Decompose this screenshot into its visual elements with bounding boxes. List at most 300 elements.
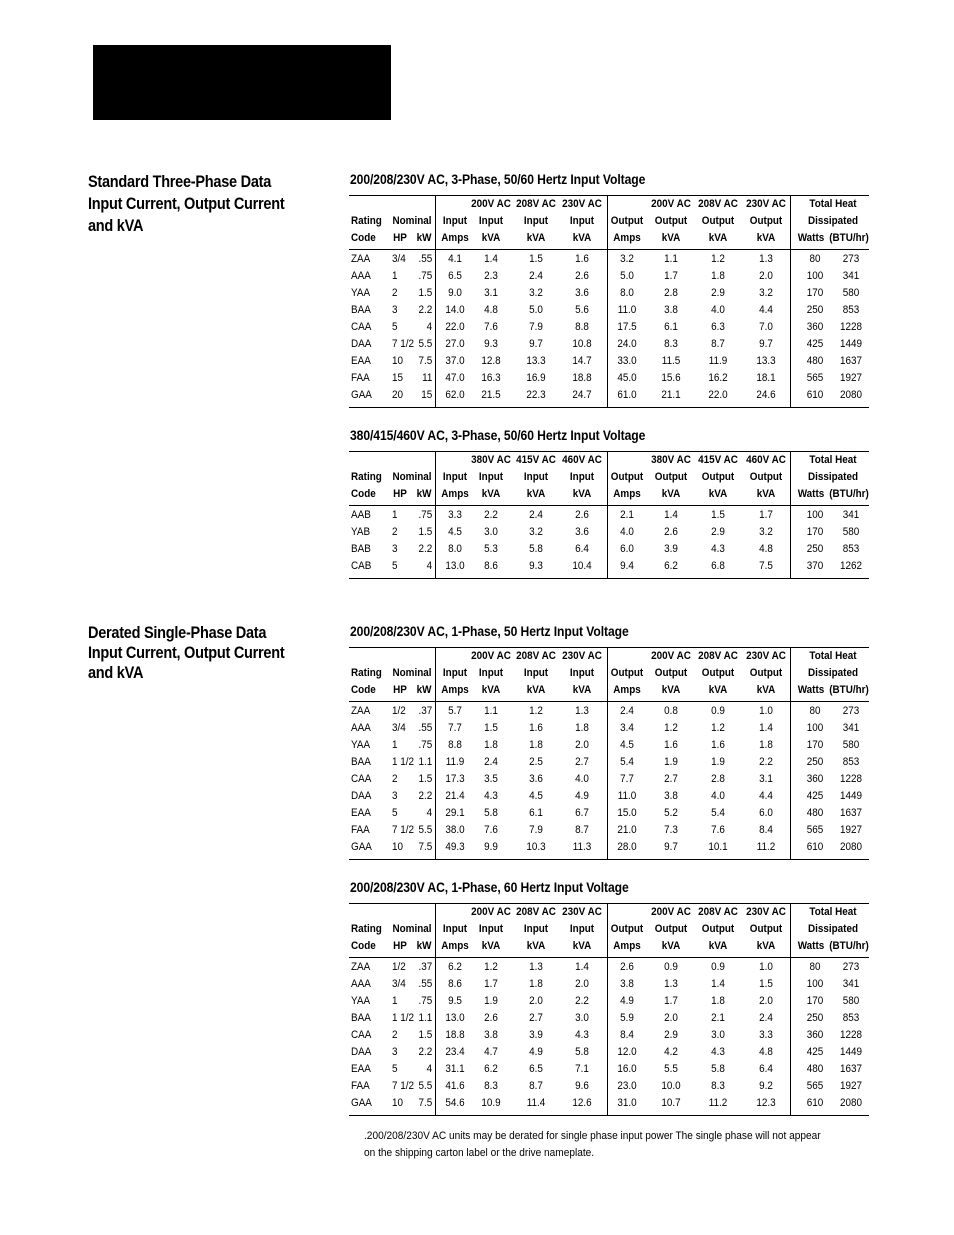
- column-header: Input: [569, 471, 595, 483]
- table-cell: .37: [418, 705, 432, 717]
- table-cell: 3.1: [484, 287, 498, 299]
- table-cell: 16.0: [617, 1063, 637, 1075]
- column-header: kVA: [526, 940, 546, 952]
- column-header: Input: [523, 471, 549, 483]
- footnote: .200/208/230V AC units may be derated for single phase input power The single phase will not appear on the shipping carton label or the drive nameplate.: [364, 1130, 821, 1159]
- column-divider: [435, 904, 436, 1115]
- table-cell: 1/2: [392, 961, 406, 973]
- table-cell: 1449: [839, 338, 863, 350]
- table-cell: 3.8: [664, 304, 678, 316]
- column-divider: [607, 196, 608, 407]
- table-cell: 6.1: [529, 807, 543, 819]
- table-cell: 170: [806, 526, 824, 538]
- column-header: Input: [442, 923, 468, 935]
- table-cell: FAA: [351, 372, 370, 384]
- column-header: Output: [654, 471, 688, 483]
- table-cell: 3.3: [759, 1029, 773, 1041]
- table-cell: 6.4: [759, 1063, 773, 1075]
- table-cell: .75: [418, 739, 432, 751]
- column-header: kVA: [481, 232, 501, 244]
- table-cell: 1.7: [664, 270, 678, 282]
- table-cell: 1.8: [484, 739, 498, 751]
- table-cell: 9.3: [484, 338, 498, 350]
- table-cell: 18.1: [756, 372, 776, 384]
- table-cell: 21.5: [481, 389, 501, 401]
- voltage-header: 380V AC: [651, 454, 691, 466]
- table-cell: 3.4: [620, 722, 634, 734]
- table-cell: 2.4: [620, 705, 634, 717]
- column-header: kW: [416, 684, 432, 696]
- table-cell: 6.2: [664, 560, 678, 572]
- table-cell: 27.0: [445, 338, 465, 350]
- table-cell: 7.0: [759, 321, 773, 333]
- column-header: Input: [569, 667, 595, 679]
- table-cell: 2080: [839, 841, 863, 853]
- table-cell: EAA: [351, 355, 371, 367]
- heading-line: Standard Three-Phase Data: [88, 173, 272, 191]
- column-header: Input: [569, 215, 595, 227]
- table-cell: 2.3: [484, 270, 498, 282]
- table-cell: 15.0: [617, 807, 637, 819]
- table-cell: 3.3: [448, 509, 462, 521]
- table-cell: 273: [842, 705, 860, 717]
- table-cell: 2080: [839, 389, 863, 401]
- table-cell: 1.4: [711, 978, 725, 990]
- table-cell: 3.8: [664, 790, 678, 802]
- voltage-header: 208V AC: [516, 906, 556, 918]
- column-header: Output: [749, 923, 783, 935]
- column-header: Rating: [351, 667, 382, 679]
- table-cell: 31.0: [617, 1097, 637, 1109]
- table-cell: 2.6: [484, 1012, 498, 1024]
- column-header: kVA: [661, 684, 681, 696]
- column-header: Input: [523, 215, 549, 227]
- table-cell: DAA: [351, 790, 372, 802]
- table-cell: 1.3: [664, 978, 678, 990]
- table-cell: 1.6: [529, 722, 543, 734]
- table-cell: 100: [806, 270, 824, 282]
- column-header: Amps: [613, 940, 641, 952]
- column-header: Rating: [351, 215, 382, 227]
- table-cell: 9.7: [759, 338, 773, 350]
- table-cell: 7.9: [529, 824, 543, 836]
- table-cell: 425: [806, 790, 824, 802]
- table-cell: 4.8: [759, 543, 773, 555]
- table-cell: 100: [806, 978, 824, 990]
- table-cell: 17.5: [617, 321, 637, 333]
- table-cell: 5: [392, 807, 398, 819]
- column-header: Amps: [441, 488, 469, 500]
- table-cell: 6.2: [448, 961, 462, 973]
- column-header: kVA: [661, 232, 681, 244]
- table-cell: 853: [842, 1012, 860, 1024]
- table-cell: 80: [809, 961, 821, 973]
- table-cell: 7.5: [759, 560, 773, 572]
- column-header: kVA: [756, 488, 776, 500]
- column-header: Output: [610, 215, 644, 227]
- table-cell: 1.5: [484, 722, 498, 734]
- table-cell: 3.8: [620, 978, 634, 990]
- table-cell: 273: [842, 253, 860, 265]
- column-header: kVA: [526, 232, 546, 244]
- table-title: 200/208/230V AC, 1-Phase, 50 Hertz Input Voltage: [350, 624, 629, 639]
- table-cell: 4.0: [620, 526, 634, 538]
- table-cell: 2.1: [620, 509, 634, 521]
- table-cell: 7.1: [575, 1063, 589, 1075]
- table-cell: 7 1/2: [392, 824, 415, 836]
- table-cell: 0.9: [711, 961, 725, 973]
- table-cell: 1: [392, 270, 398, 282]
- table-cell: 9.9: [484, 841, 498, 853]
- table-cell: 1.1: [484, 705, 498, 717]
- table-cell: 8.6: [448, 978, 462, 990]
- column-header: kVA: [708, 232, 728, 244]
- table-cell: 580: [842, 739, 860, 751]
- table-cell: 4.4: [759, 790, 773, 802]
- table-title: 200/208/230V AC, 1-Phase, 60 Hertz Input Voltage: [350, 880, 629, 895]
- table-cell: 610: [806, 1097, 824, 1109]
- table-cell: 1.5: [418, 773, 432, 785]
- table-cell: 49.3: [445, 841, 465, 853]
- table-cell: 1.2: [484, 961, 498, 973]
- column-header: (BTU/hr): [829, 232, 869, 244]
- table-cell: DAA: [351, 1046, 372, 1058]
- voltage-header: 230V AC: [746, 650, 786, 662]
- table-cell: 7.5: [418, 841, 432, 853]
- table-cell: 1.5: [529, 253, 543, 265]
- table-cell: 1.5: [418, 1029, 432, 1041]
- table-cell: 15.6: [661, 372, 681, 384]
- table-cell: 14.7: [572, 355, 592, 367]
- table-cell: 2.6: [575, 509, 589, 521]
- column-header: Code: [351, 232, 376, 244]
- table-cell: 15: [392, 372, 404, 384]
- table-cell: 10: [392, 1097, 404, 1109]
- column-divider: [607, 452, 608, 578]
- table-cell: 9.5: [448, 995, 462, 1007]
- table-cell: 1.2: [711, 253, 725, 265]
- table-cell: 4.8: [484, 304, 498, 316]
- table-cell: 580: [842, 995, 860, 1007]
- table-cell: 3.9: [529, 1029, 543, 1041]
- table-cell: 21.4: [445, 790, 465, 802]
- table-cell: 1 1/2: [392, 1012, 415, 1024]
- table-cell: 11.4: [526, 1097, 546, 1109]
- table-cell: 2.9: [711, 287, 725, 299]
- table-cell: 3.9: [664, 543, 678, 555]
- table-cell: 7.3: [664, 824, 678, 836]
- table-cell: 250: [806, 304, 824, 316]
- table-cell: BAB: [351, 543, 371, 555]
- table-cell: 1.1: [418, 756, 432, 768]
- column-header: Nominal: [392, 923, 432, 935]
- table-cell: 1.5: [759, 978, 773, 990]
- table-cell: 341: [842, 509, 860, 521]
- column-header: Code: [351, 488, 376, 500]
- heading-line: Input Current, Output Current: [88, 644, 285, 662]
- table-cell: 1.3: [759, 253, 773, 265]
- table-cell: 853: [842, 304, 860, 316]
- table-cell: 9.7: [664, 841, 678, 853]
- table-cell: 1.4: [575, 961, 589, 973]
- column-header: Dissipated: [807, 923, 859, 935]
- table-cell: AAA: [351, 978, 371, 990]
- table-cell: .55: [418, 253, 432, 265]
- column-header: kW: [416, 488, 432, 500]
- table-cell: 480: [806, 807, 824, 819]
- column-header: Amps: [613, 684, 641, 696]
- table-cell: 2: [392, 526, 398, 538]
- column-header: kVA: [481, 940, 501, 952]
- table-cell: 3.1: [759, 773, 773, 785]
- table-cell: 2.2: [418, 304, 432, 316]
- table-cell: 1.8: [529, 739, 543, 751]
- table-cell: 5.9: [620, 1012, 634, 1024]
- table-cell: 1.8: [711, 995, 725, 1007]
- table-cell: 1637: [839, 1063, 863, 1075]
- total-heat-header: Total Heat: [809, 198, 857, 210]
- table-cell: EAA: [351, 807, 371, 819]
- table-cell: 1637: [839, 807, 863, 819]
- column-header: kVA: [708, 684, 728, 696]
- table-cell: 10: [392, 355, 404, 367]
- table-cell: 8.7: [575, 824, 589, 836]
- table-cell: 3: [392, 543, 398, 555]
- table-cell: 2.5: [529, 756, 543, 768]
- table-cell: EAA: [351, 1063, 371, 1075]
- table-cell: 1.6: [575, 253, 589, 265]
- table-cell: 4.3: [484, 790, 498, 802]
- table-cell: 11.5: [661, 355, 681, 367]
- table-cell: 1 1/2: [392, 756, 415, 768]
- table-cell: 5.7: [448, 705, 462, 717]
- table-cell: AAA: [351, 270, 371, 282]
- table-cell: 6.5: [529, 1063, 543, 1075]
- table-cell: 6.0: [620, 543, 634, 555]
- table-cell: 3: [392, 304, 398, 316]
- table-cell: 2.4: [529, 509, 543, 521]
- table-cell: GAA: [351, 1097, 372, 1109]
- voltage-header: 460V AC: [562, 454, 602, 466]
- total-heat-header: Total Heat: [809, 906, 857, 918]
- table-cell: YAA: [351, 995, 371, 1007]
- column-header: kVA: [756, 940, 776, 952]
- table-cell: 80: [809, 705, 821, 717]
- table-cell: 1.7: [664, 995, 678, 1007]
- table-cell: 12.0: [617, 1046, 637, 1058]
- table-cell: 2.0: [529, 995, 543, 1007]
- column-header: kVA: [661, 940, 681, 952]
- table-cell: 13.0: [445, 560, 465, 572]
- table-cell: 2: [392, 287, 398, 299]
- table-cell: 9.6: [575, 1080, 589, 1092]
- column-header: kVA: [572, 940, 592, 952]
- table-cell: 7.5: [418, 355, 432, 367]
- table-cell: 2.7: [664, 773, 678, 785]
- table-cell: 18.8: [445, 1029, 465, 1041]
- table-cell: 1.5: [418, 526, 432, 538]
- table-cell: 610: [806, 389, 824, 401]
- table-cell: 3.8: [484, 1029, 498, 1041]
- column-header: (BTU/hr): [829, 488, 869, 500]
- table-cell: 20: [392, 389, 404, 401]
- table-cell: 6.4: [575, 543, 589, 555]
- table-cell: 4.9: [529, 1046, 543, 1058]
- table-cell: ZAA: [351, 705, 371, 717]
- table-cell: 23.0: [617, 1080, 637, 1092]
- column-header: Watts: [797, 684, 825, 696]
- table-cell: 3: [392, 1046, 398, 1058]
- table-cell: 8.8: [575, 321, 589, 333]
- column-header: Input: [478, 215, 504, 227]
- table-cell: 47.0: [445, 372, 465, 384]
- column-header: kVA: [708, 940, 728, 952]
- table-cell: 5: [392, 1063, 398, 1075]
- voltage-header: 230V AC: [562, 650, 602, 662]
- table-cell: 7.9: [529, 321, 543, 333]
- table-cell: 7.5: [418, 1097, 432, 1109]
- column-header: HP: [393, 488, 407, 500]
- table-cell: 1.1: [664, 253, 678, 265]
- column-header: Amps: [613, 232, 641, 244]
- table-cell: 1927: [839, 1080, 863, 1092]
- table-cell: 23.4: [445, 1046, 465, 1058]
- table-cell: 2.2: [575, 995, 589, 1007]
- column-header: Output: [654, 215, 688, 227]
- table-cell: 2.0: [759, 270, 773, 282]
- table-cell: 1.9: [664, 756, 678, 768]
- table-cell: 54.6: [445, 1097, 465, 1109]
- table-cell: 5.5: [418, 824, 432, 836]
- voltage-header: 208V AC: [698, 198, 738, 210]
- table-cell: 8.3: [664, 338, 678, 350]
- table-cell: 2.4: [529, 270, 543, 282]
- column-header: kVA: [756, 232, 776, 244]
- column-header: Input: [478, 667, 504, 679]
- table-cell: 1.8: [711, 270, 725, 282]
- table-cell: 2.2: [418, 543, 432, 555]
- table-cell: 22.0: [445, 321, 465, 333]
- table-cell: 2.8: [711, 773, 725, 785]
- table-cell: 3/4: [392, 253, 406, 265]
- table-cell: 4.0: [711, 304, 725, 316]
- table-cell: 9.2: [759, 1080, 773, 1092]
- column-header: Nominal: [392, 215, 432, 227]
- table-cell: 1: [392, 739, 398, 751]
- table-cell: 4.3: [711, 543, 725, 555]
- table-cell: 853: [842, 543, 860, 555]
- column-header: Input: [478, 923, 504, 935]
- single-phase-heading: [88, 623, 299, 683]
- table-cell: 7.7: [620, 773, 634, 785]
- table-cell: 853: [842, 756, 860, 768]
- table-cell: 8.3: [484, 1080, 498, 1092]
- table-cell: 29.1: [445, 807, 465, 819]
- table-cell: 4.1: [448, 253, 462, 265]
- table-cell: 11.9: [445, 756, 465, 768]
- table-cell: 7.6: [711, 824, 725, 836]
- voltage-header: 230V AC: [562, 906, 602, 918]
- table-cell: 10.8: [572, 338, 592, 350]
- table-cell: 3.2: [759, 526, 773, 538]
- table-cell: 1228: [839, 321, 863, 333]
- table-cell: 1: [392, 995, 398, 1007]
- table-cell: 7 1/2: [392, 338, 415, 350]
- column-header: Rating: [351, 471, 382, 483]
- table-cell: FAA: [351, 824, 370, 836]
- table-cell: 370: [806, 560, 824, 572]
- table-cell: .55: [418, 722, 432, 734]
- table-cell: 5.0: [620, 270, 634, 282]
- table-cell: 4.7: [484, 1046, 498, 1058]
- table-cell: 7.6: [484, 321, 498, 333]
- table-cell: 8.0: [620, 287, 634, 299]
- table-cell: 7.6: [484, 824, 498, 836]
- table-cell: GAA: [351, 389, 372, 401]
- table-cell: 1637: [839, 355, 863, 367]
- column-divider: [607, 648, 608, 859]
- table-cell: 8.8: [448, 739, 462, 751]
- table-cell: 2.8: [664, 287, 678, 299]
- table-cell: 1.8: [759, 739, 773, 751]
- table-cell: CAA: [351, 321, 372, 333]
- table-cell: 2.4: [759, 1012, 773, 1024]
- table-cell: 9.3: [529, 560, 543, 572]
- table-cell: 2.9: [711, 526, 725, 538]
- table-cell: 5.0: [529, 304, 543, 316]
- table-cell: 2.6: [575, 270, 589, 282]
- table-cell: 565: [806, 824, 824, 836]
- table-cell: 11.2: [756, 841, 776, 853]
- table-cell: 2.2: [484, 509, 498, 521]
- column-header: kVA: [708, 488, 728, 500]
- table-cell: 3.2: [759, 287, 773, 299]
- table-cell: 9.4: [620, 560, 634, 572]
- table-cell: 2.0: [575, 739, 589, 751]
- table-cell: 8.6: [484, 560, 498, 572]
- voltage-header: 415V AC: [516, 454, 556, 466]
- column-header: Output: [610, 923, 644, 935]
- column-header: Amps: [441, 232, 469, 244]
- table-cell: 9.0: [448, 287, 462, 299]
- table-cell: 24.6: [756, 389, 776, 401]
- table-cell: 5.4: [620, 756, 634, 768]
- table-cell: 4: [426, 560, 432, 572]
- column-header: Watts: [797, 232, 825, 244]
- table-cell: 7 1/2: [392, 1080, 415, 1092]
- column-header: kVA: [526, 684, 546, 696]
- table-cell: 273: [842, 961, 860, 973]
- table-cell: 1.5: [418, 287, 432, 299]
- table-cell: 2.0: [575, 978, 589, 990]
- table-cell: 6.0: [759, 807, 773, 819]
- voltage-header: 208V AC: [698, 906, 738, 918]
- column-header: kVA: [481, 684, 501, 696]
- table-cell: 1.1: [418, 1012, 432, 1024]
- column-divider: [790, 904, 791, 1115]
- heading-line: Input Current, Output Current: [88, 195, 285, 213]
- column-header: Output: [749, 471, 783, 483]
- column-header: Output: [654, 923, 688, 935]
- table-cell: 1.4: [759, 722, 773, 734]
- table-cell: 33.0: [617, 355, 637, 367]
- table-cell: 2.6: [620, 961, 634, 973]
- table-cell: CAA: [351, 1029, 372, 1041]
- table-cell: 11.2: [708, 1097, 728, 1109]
- table-cell: 4.3: [575, 1029, 589, 1041]
- table-cell: 6.7: [575, 807, 589, 819]
- table-cell: 22.3: [526, 389, 546, 401]
